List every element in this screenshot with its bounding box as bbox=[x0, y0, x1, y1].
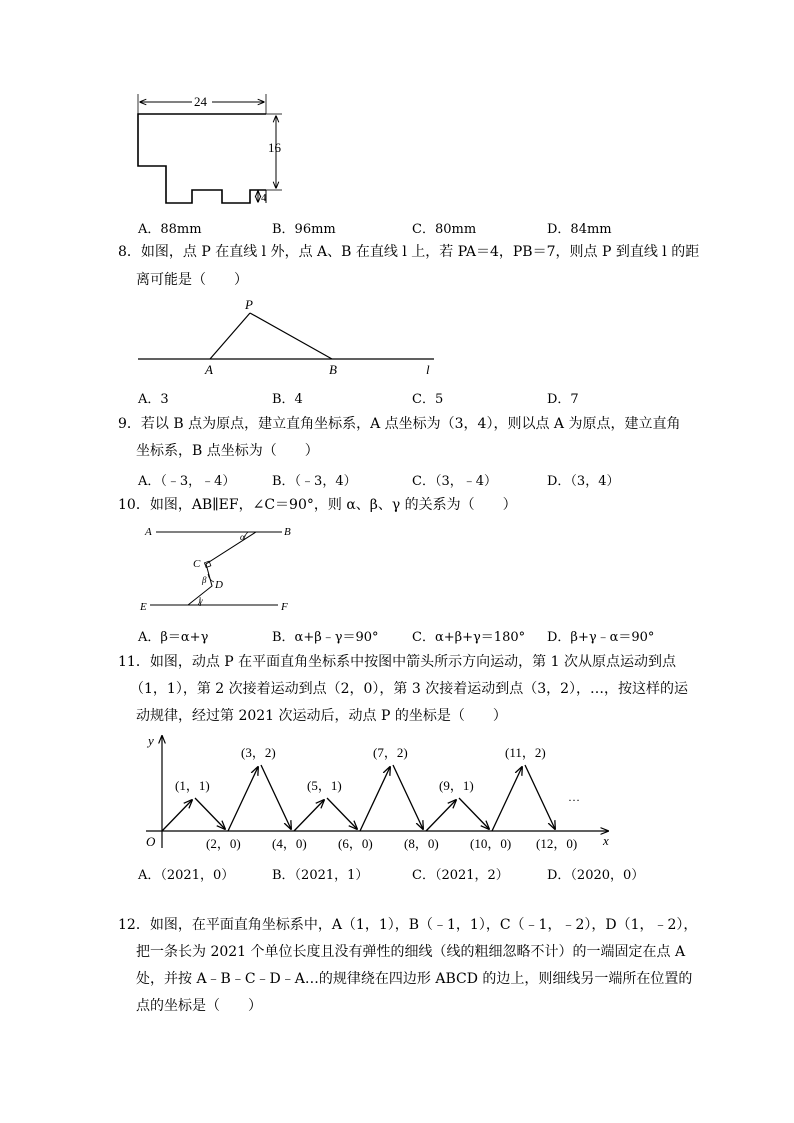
q10-label-gamma: γ bbox=[199, 596, 203, 606]
q10-label-c: C bbox=[193, 558, 201, 570]
q8-option-b[interactable]: B．4 bbox=[272, 392, 303, 407]
q11-question-line2: （1，1），第 2 次接着运动到点（2，0），第 3 次接着运动到点（3，2），…，按这样的运 bbox=[130, 681, 689, 697]
q7-option-b[interactable]: B．96mm bbox=[272, 222, 336, 237]
q11-option-c[interactable]: C．（2021，2） bbox=[412, 868, 509, 883]
q7-height-label: 16 bbox=[268, 140, 281, 155]
q12-question-line4: 点的坐标是（ ） bbox=[136, 998, 262, 1014]
q11-question-line1: 11．如图，动点 P 在平面直角坐标系中按图中箭头所示方向运动，第 1 次从原点运动到点 bbox=[118, 654, 676, 670]
q11-point-label-top: (11，2) bbox=[505, 745, 546, 760]
q9-option-d[interactable]: D．（3，4） bbox=[547, 474, 620, 489]
q11-label-y: y bbox=[148, 733, 154, 748]
q11-point-label-top: (3，2) bbox=[241, 745, 276, 760]
q10-option-a[interactable]: A．β＝α+γ bbox=[138, 630, 209, 645]
q7-step-label: 4 bbox=[261, 192, 267, 204]
q11-path-segment bbox=[492, 767, 522, 831]
q11-path-segment bbox=[426, 800, 456, 831]
q8-label-l: l bbox=[426, 362, 430, 377]
q11-point-label-bottom: (4，0) bbox=[272, 836, 307, 851]
q11-point-label-bottom: (10，0) bbox=[470, 836, 512, 851]
q12-question-line3: 处，并按 A﹣B﹣C﹣D﹣A…的规律绕在四边形 ABCD 的边上，则细线另一端所在位置的 bbox=[136, 971, 693, 987]
q12-question-line1: 12．如图，在平面直角坐标系中，A（1，1），B（﹣1，1），C（﹣1，﹣2），D（1，﹣2）， bbox=[118, 917, 698, 933]
q8-segment-pb bbox=[250, 313, 332, 359]
q10-label-alpha: α bbox=[240, 532, 245, 542]
q8-label-b: B bbox=[329, 362, 337, 377]
q11-path-segment bbox=[327, 798, 357, 829]
q7-option-c[interactable]: C．80mm bbox=[412, 222, 477, 237]
q11-label-origin: O bbox=[146, 834, 156, 849]
q10-right-angle-mark bbox=[204, 561, 210, 567]
q11-path-segment bbox=[360, 767, 390, 831]
q10-label-d: D bbox=[215, 579, 223, 591]
q9-option-c[interactable]: C．（3，﹣4） bbox=[412, 474, 497, 489]
q7-figure bbox=[130, 88, 300, 213]
q11-point-label-top: (9，1) bbox=[439, 778, 474, 793]
q10-question-line1: 10．如图，AB∥EF，∠C＝90°，则 α、β、γ 的关系为（ ） bbox=[118, 497, 517, 513]
q11-label-x: x bbox=[603, 833, 609, 848]
q11-ellipsis: … bbox=[568, 790, 580, 804]
q11-path-segment bbox=[228, 767, 258, 831]
q8-figure bbox=[130, 296, 450, 378]
q8-segment-pa bbox=[210, 313, 250, 359]
q11-point-label-bottom: (2，0) bbox=[206, 836, 241, 851]
q10-label-beta: β bbox=[202, 575, 207, 585]
q11-figure bbox=[140, 728, 620, 854]
q11-point-label-top: (7，2) bbox=[373, 745, 408, 760]
q7-width-label: 24 bbox=[194, 94, 207, 109]
q8-question-line2: 离可能是（ ） bbox=[136, 272, 248, 288]
q11-option-b[interactable]: B．（2021，1） bbox=[272, 868, 369, 883]
q11-path-segment bbox=[195, 798, 225, 829]
q8-option-c[interactable]: C．5 bbox=[412, 392, 444, 407]
q8-label-a: A bbox=[205, 362, 213, 377]
q9-question-line1: 9．若以 B 点为原点，建立直角坐标系，A 点坐标为（3，4），则以点 A 为原点，建立直角 bbox=[118, 416, 681, 432]
q11-point-label-bottom: (12，0) bbox=[536, 836, 578, 851]
q11-point-label-top: (5，1) bbox=[307, 778, 342, 793]
q11-path-segment bbox=[162, 800, 192, 831]
q9-option-b[interactable]: B．（﹣3，4） bbox=[272, 474, 357, 489]
q11-path-segment bbox=[459, 798, 489, 829]
q11-point-label-bottom: (8，0) bbox=[404, 836, 439, 851]
q7-option-a[interactable]: A．88mm bbox=[138, 222, 202, 237]
q11-point-label-top: (1，1) bbox=[175, 778, 210, 793]
q11-path-segment bbox=[525, 765, 555, 829]
q8-question-line1: 8．如图，点 P 在直线 l 外，点 A、B 在直线 l 上，若 PA＝4，PB＝7，则点 P 到直线 l 的距 bbox=[118, 244, 700, 260]
q11-path-segment bbox=[294, 800, 324, 831]
q11-point-label-bottom: (6，0) bbox=[338, 836, 373, 851]
q9-question-line2: 坐标系，B 点坐标为（ ） bbox=[136, 443, 319, 459]
q7-option-d[interactable]: D．84mm bbox=[547, 222, 612, 237]
q11-option-d[interactable]: D．（2020，0） bbox=[547, 868, 645, 883]
q12-question-line2: 把一条长为 2021 个单位长度且没有弹性的细线（线的粗细忽略不计）的一端固定在点 A bbox=[136, 944, 686, 960]
q11-path bbox=[162, 765, 555, 831]
q10-label-a: A bbox=[145, 526, 152, 538]
q8-label-p: P bbox=[245, 297, 253, 312]
q10-label-f: F bbox=[281, 601, 288, 613]
q10-option-c[interactable]: C．α+β+γ＝180° bbox=[412, 630, 526, 645]
q10-label-e: E bbox=[140, 601, 147, 613]
q10-figure bbox=[136, 520, 296, 620]
q11-path-segment bbox=[393, 765, 423, 829]
q11-option-a[interactable]: A．（2021，0） bbox=[138, 868, 235, 883]
q11-path-segment bbox=[261, 765, 291, 829]
q8-option-d[interactable]: D．7 bbox=[547, 392, 579, 407]
q10-option-b[interactable]: B．α+β﹣γ＝90° bbox=[272, 630, 379, 645]
q8-option-a[interactable]: A．3 bbox=[138, 392, 169, 407]
q9-option-a[interactable]: A．（﹣3，﹣4） bbox=[138, 474, 236, 489]
q11-question-line3: 动规律，经过第 2021 次运动后，动点 P 的坐标是（ ） bbox=[136, 708, 507, 724]
q10-label-b: B bbox=[284, 526, 291, 538]
q7-shape bbox=[138, 114, 266, 203]
q10-option-d[interactable]: D．β+γ﹣α＝90° bbox=[547, 630, 655, 645]
